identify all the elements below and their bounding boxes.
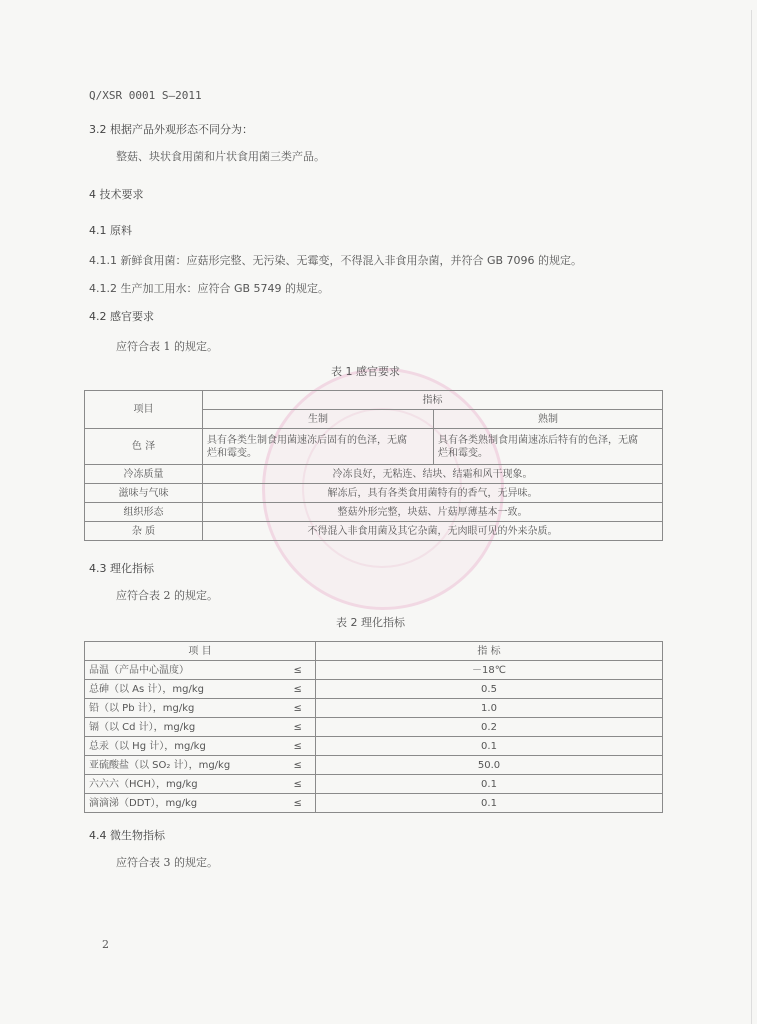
table-1-header-item: 项目	[85, 391, 203, 429]
table-1-row-label: 杂 质	[85, 522, 203, 541]
table-1-row-label: 色 泽	[85, 429, 203, 465]
table-2-item-name: 总汞（以 Hg 计），mg/kg	[85, 737, 281, 756]
table-2-comparator: ≤	[281, 794, 316, 813]
section-4-1-heading: 4.1 原料	[89, 224, 132, 237]
table-2-caption: 表 2 理化指标	[336, 616, 405, 629]
table-2-comparator: ≤	[281, 737, 316, 756]
table-2-limit-value: －18℃	[316, 661, 663, 680]
sensory-requirements-table	[84, 390, 663, 541]
section-3-2-heading: 3.2 根据产品外观形态不同分为：	[89, 123, 253, 136]
table-2-limit-value: 0.1	[316, 737, 663, 756]
table-2-item-name: 品温（产品中心温度）	[85, 661, 281, 680]
section-4-4-body: 应符合表 3 的规定。	[116, 856, 218, 869]
table-2-item-name: 六六六（HCH），mg/kg	[85, 775, 281, 794]
table-1-header-index: 指标	[203, 391, 663, 410]
table-2-item-name: 亚硫酸盐（以 SO₂ 计），mg/kg	[85, 756, 281, 775]
table-2-comparator: ≤	[281, 661, 316, 680]
table-1-row-label: 滋味与气味	[85, 484, 203, 503]
table-1-row-value: 整菇外形完整，块菇、片菇厚薄基本一致。	[203, 503, 663, 522]
table-2-comparator: ≤	[281, 756, 316, 775]
page-number: 2	[102, 938, 109, 951]
physicochemical-indicators-table	[84, 641, 663, 813]
table-2-limit-value: 0.1	[316, 794, 663, 813]
table-2-comparator: ≤	[281, 680, 316, 699]
document-code: Q/XSR 0001 S—2011	[89, 89, 202, 102]
section-4-4-heading: 4.4 微生物指标	[89, 829, 165, 842]
table-1-row-value: 不得混入非食用菌及其它杂菌，无肉眼可见的外来杂质。	[203, 522, 663, 541]
table-2-limit-value: 50.0	[316, 756, 663, 775]
table-1-row-value: 冷冻良好，无粘连、结块、结霜和风干现象。	[203, 465, 663, 484]
section-4-2-body: 应符合表 1 的规定。	[116, 340, 218, 353]
table-1-row-value: 解冻后，具有各类食用菌特有的香气，无异味。	[203, 484, 663, 503]
table-1-row-label: 组织形态	[85, 503, 203, 522]
table-2-limit-value: 0.5	[316, 680, 663, 699]
table-1-cooked-color-line1: 具有各类熟制食用菌速冻后特有的色泽，无腐	[438, 434, 638, 446]
section-4-3-body: 应符合表 2 的规定。	[116, 589, 218, 602]
section-4-heading: 4 技术要求	[89, 188, 144, 201]
section-4-2-heading: 4.2 感官要求	[89, 310, 154, 323]
table-1-cooked-color-cell	[434, 429, 663, 465]
table-2-limit-value: 1.0	[316, 699, 663, 718]
table-2-item-name: 铅（以 Pb 计），mg/kg	[85, 699, 281, 718]
table-2-comparator: ≤	[281, 718, 316, 737]
table-2-limit-value: 0.2	[316, 718, 663, 737]
table-2-item-name: 总砷（以 As 计），mg/kg	[85, 680, 281, 699]
table-1-header-raw: 生制	[203, 410, 434, 429]
table-1-raw-color-line1: 具有各类生制食用菌速冻后固有的色泽，无腐	[207, 434, 407, 446]
section-4-1-1-text: 4.1.1 新鲜食用菌：应菇形完整、无污染、无霉变，不得混入非食用杂菌，并符合 GB 7096 的规定。	[89, 254, 583, 267]
table-2-comparator: ≤	[281, 699, 316, 718]
section-4-3-heading: 4.3 理化指标	[89, 562, 154, 575]
table-2-comparator: ≤	[281, 775, 316, 794]
scan-edge-line	[751, 10, 752, 1024]
table-1-raw-color-cell	[203, 429, 434, 465]
table-2-item-name: 镉（以 Cd 计），mg/kg	[85, 718, 281, 737]
table-2-item-name: 滴滴涕（DDT），mg/kg	[85, 794, 281, 813]
table-1-raw-color-line2: 烂和霉变。	[207, 447, 257, 459]
section-3-2-body: 整菇、块状食用菌和片状食用菌三类产品。	[116, 150, 325, 163]
table-2-header-index: 指 标	[316, 642, 663, 661]
table-1-header-cooked: 熟制	[434, 410, 663, 429]
section-4-1-2-text: 4.1.2 生产加工用水：应符合 GB 5749 的规定。	[89, 282, 330, 295]
table-2-limit-value: 0.1	[316, 775, 663, 794]
table-2-header-item: 项 目	[85, 642, 316, 661]
table-1-cooked-color-line2: 烂和霉变。	[438, 447, 488, 459]
table-1-row-label: 冷冻质量	[85, 465, 203, 484]
table-1-caption: 表 1 感官要求	[331, 365, 400, 378]
